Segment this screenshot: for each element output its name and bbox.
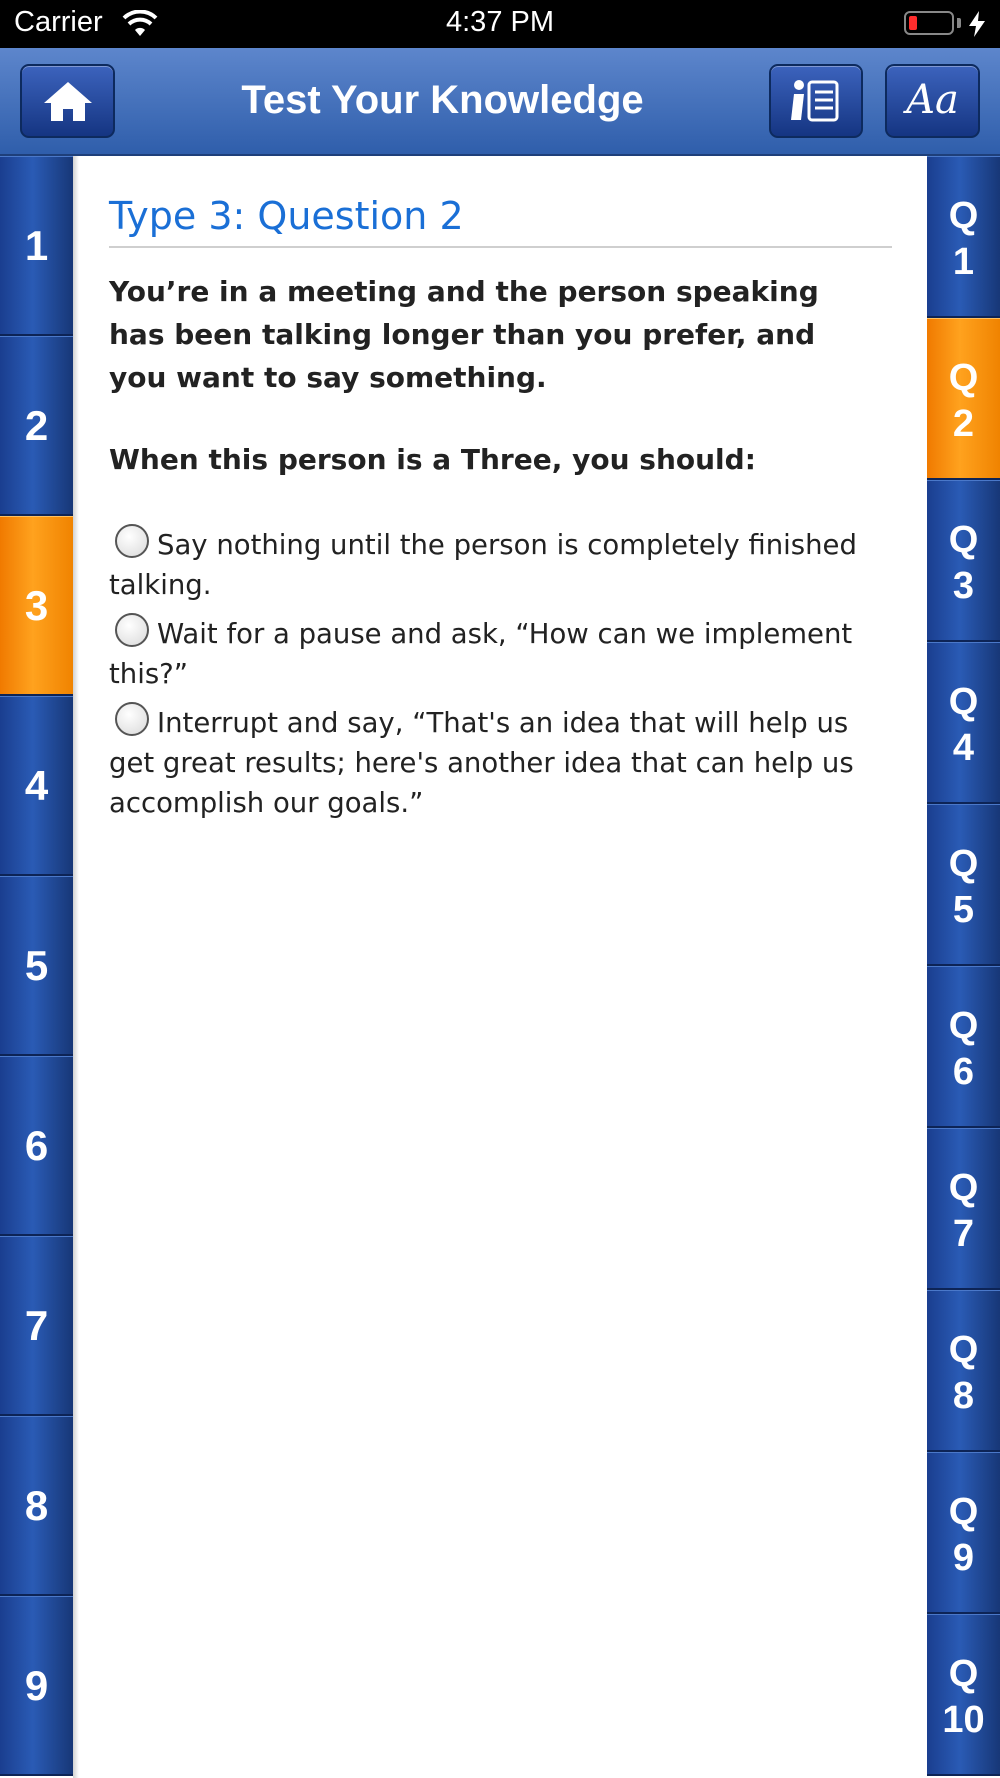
question-tab-6[interactable]: Q 6 (927, 966, 1000, 1128)
question-tab-3[interactable]: Q 3 (927, 480, 1000, 642)
question-heading: Type 3: Question 2 (109, 194, 892, 248)
info-button[interactable] (769, 64, 863, 138)
answer-option-text: Say nothing until the person is completely finished talking. (109, 529, 857, 601)
section-tab-1[interactable]: 1 (0, 156, 73, 336)
answer-option-text: Wait for a pause and ask, “How can we implement this?” (109, 618, 853, 690)
home-icon (42, 79, 94, 123)
panel-shadow (73, 156, 79, 1778)
question-instruction: When this person is a Three, you should: (109, 443, 756, 476)
section-tab-7[interactable]: 7 (0, 1236, 73, 1416)
answer-option[interactable] (109, 524, 879, 605)
page-title: Test Your Knowledge (241, 78, 644, 122)
question-tab-9[interactable]: Q 9 (927, 1452, 1000, 1614)
radio-button[interactable] (115, 702, 149, 736)
radio-button[interactable] (115, 613, 149, 647)
question-tab-5[interactable]: Q 5 (927, 804, 1000, 966)
info-list-icon (789, 76, 843, 126)
section-tab-4[interactable]: 4 (0, 696, 73, 876)
question-tab-10[interactable]: Q 10 (927, 1614, 1000, 1776)
clock: 4:37 PM (446, 6, 554, 38)
section-tab-3[interactable]: 3 (0, 516, 73, 696)
answer-option-text: Interrupt and say, “That's an idea that will help us get great results; here's another idea that can help us accomplish our goals.” (109, 707, 854, 819)
question-tab-2[interactable]: Q 2 (927, 318, 1000, 480)
section-tab-2[interactable]: 2 (0, 336, 73, 516)
font-size-button[interactable] (885, 64, 980, 138)
section-tab-8[interactable]: 8 (0, 1416, 73, 1596)
section-tab-6[interactable]: 6 (0, 1056, 73, 1236)
section-tab-5[interactable]: 5 (0, 876, 73, 1056)
battery-tip (957, 18, 961, 28)
answer-option[interactable] (109, 702, 879, 823)
section-tab-9[interactable]: 9 (0, 1596, 73, 1776)
question-prompt: You’re in a meeting and the person speaking has been talking longer than you prefer, and you want to say something. (109, 275, 819, 394)
home-button[interactable] (20, 64, 115, 138)
question-panel (73, 156, 927, 1778)
answer-option[interactable] (109, 613, 879, 694)
battery-icon (904, 11, 954, 35)
font-size-icon: Aa (906, 77, 959, 123)
question-tabs (927, 156, 1000, 1776)
nav-bar (0, 48, 1000, 156)
question-tab-1[interactable]: Q 1 (927, 156, 1000, 318)
answer-options (109, 524, 879, 831)
question-tab-4[interactable]: Q 4 (927, 642, 1000, 804)
charging-bolt-icon (966, 10, 988, 38)
section-tabs (0, 156, 73, 1776)
carrier-label: Carrier (14, 6, 103, 38)
status-bar (0, 0, 1000, 48)
question-tab-8[interactable]: Q 8 (927, 1290, 1000, 1452)
radio-button[interactable] (115, 524, 149, 558)
question-tab-7[interactable]: Q 7 (927, 1128, 1000, 1290)
